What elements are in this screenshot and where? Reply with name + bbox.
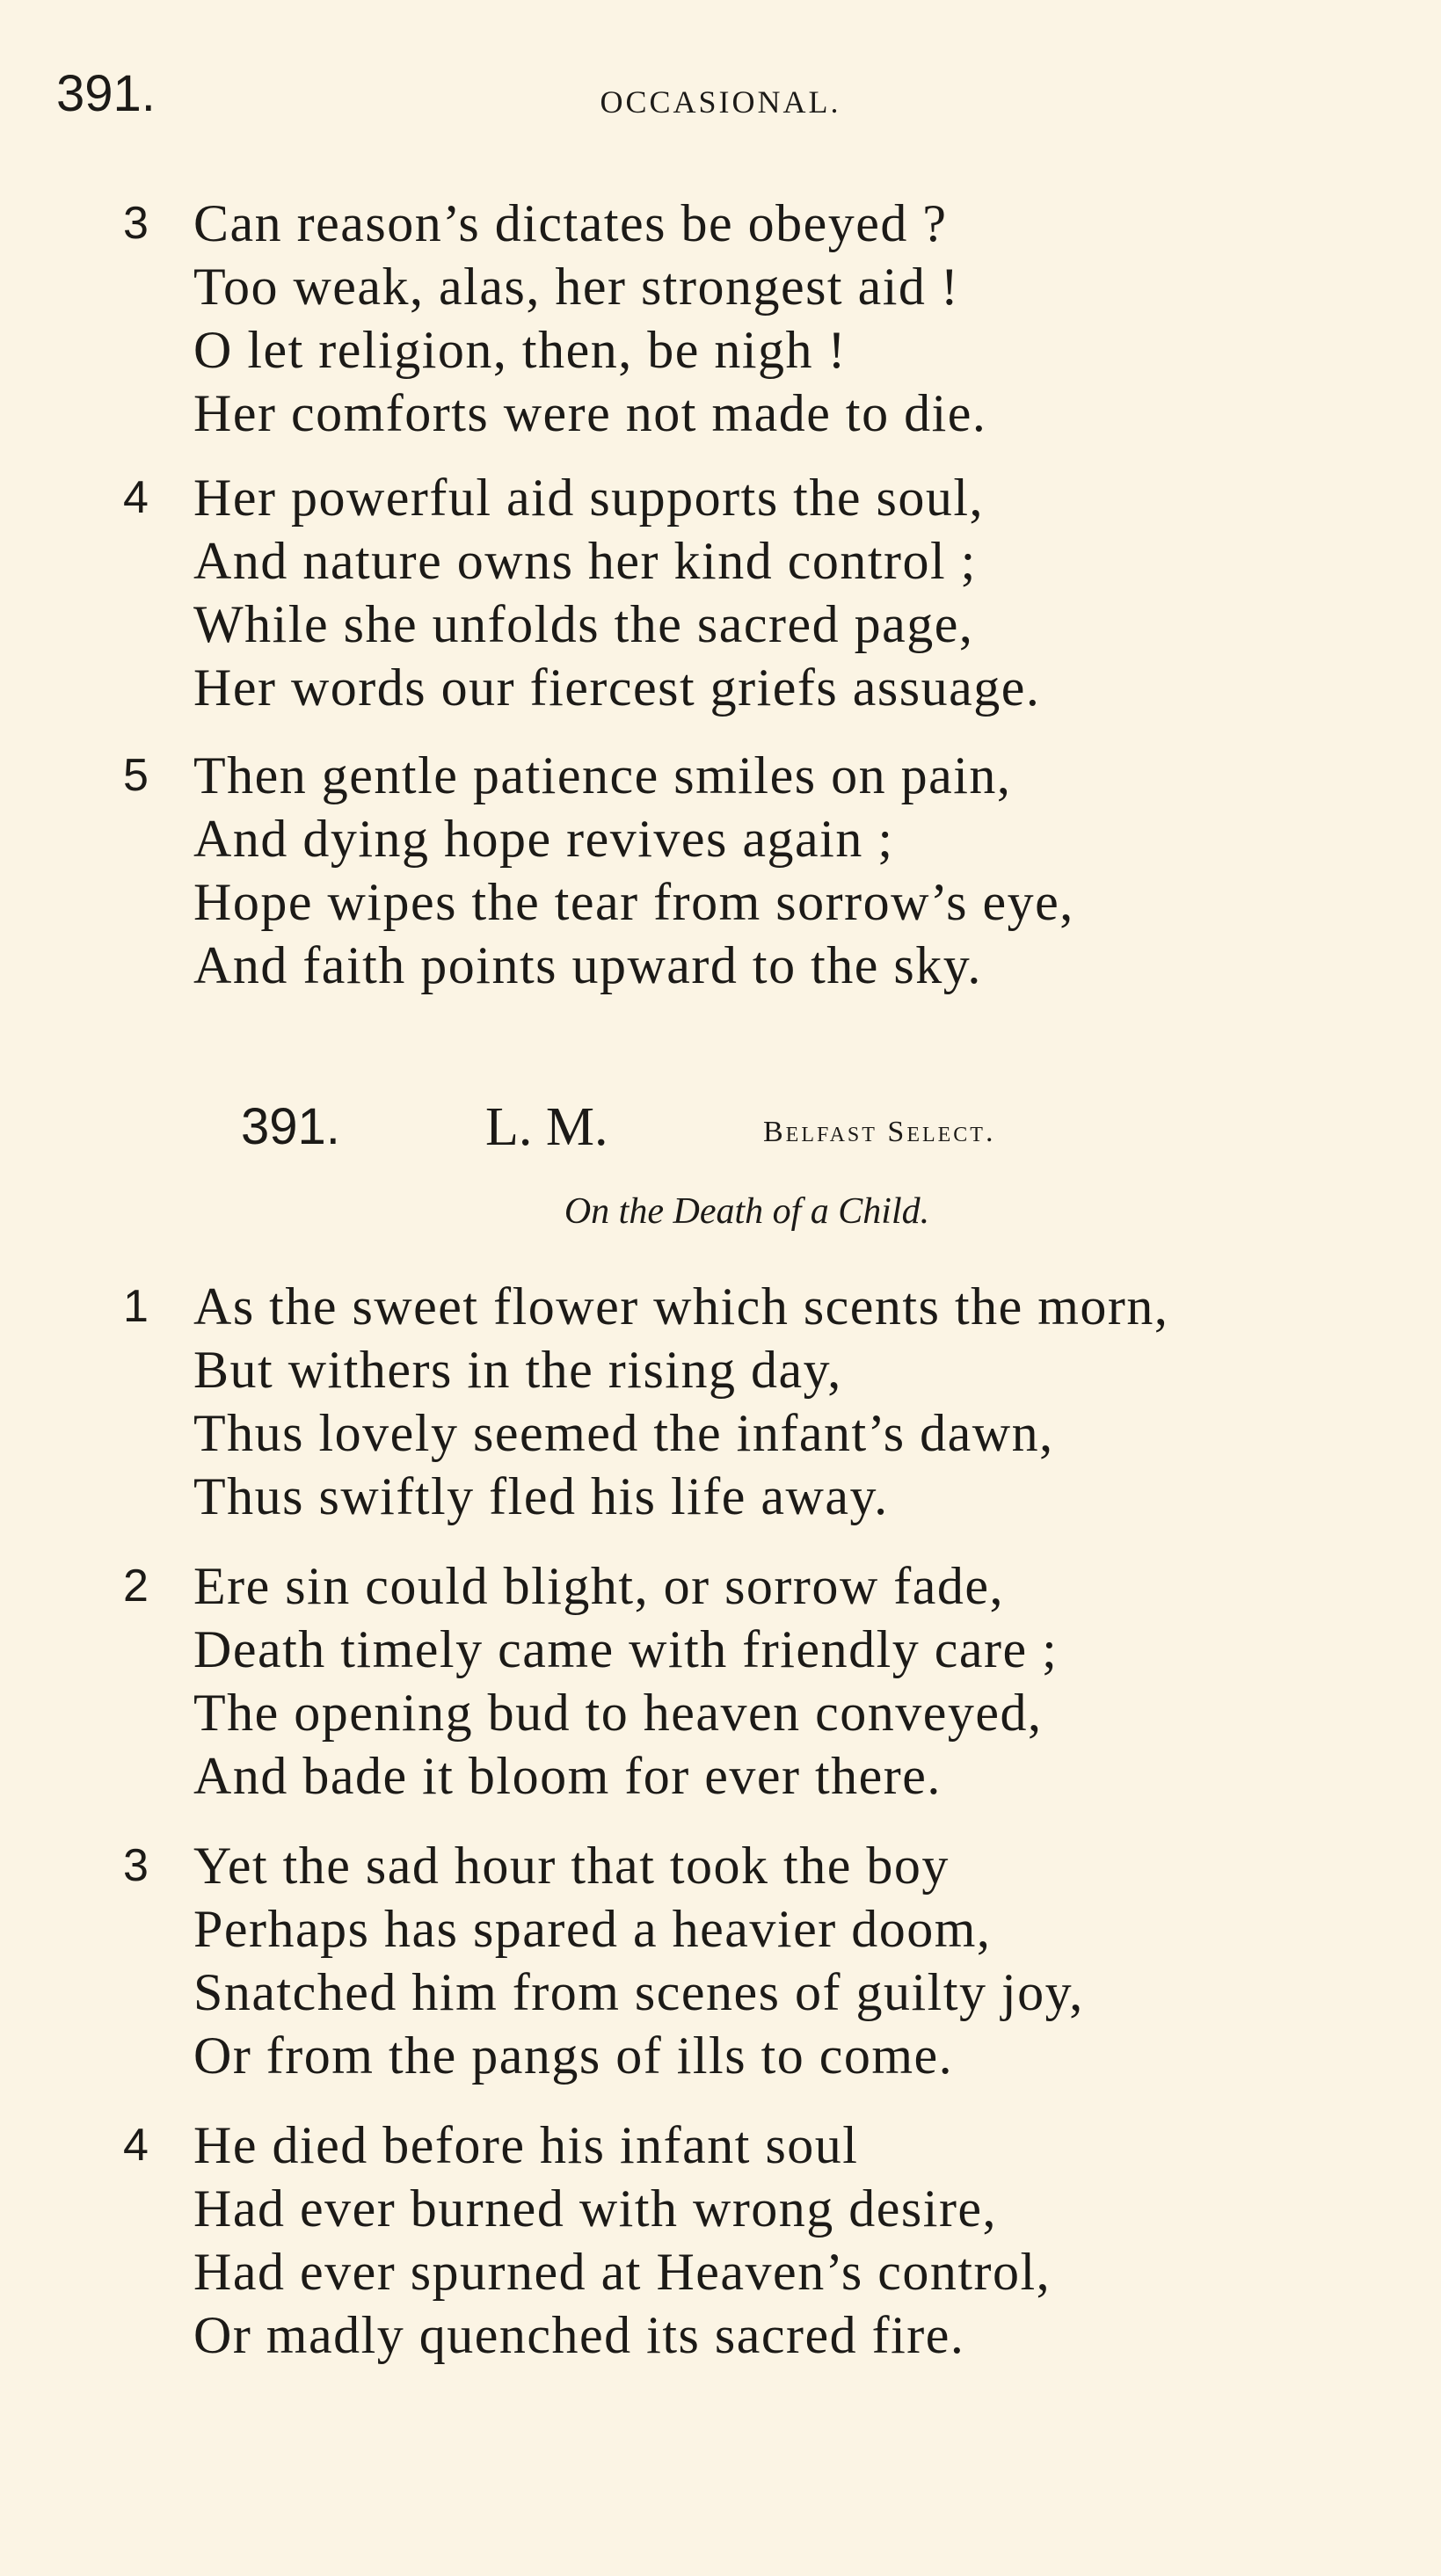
verse-line: But withers in the rising day, (193, 1341, 842, 1399)
verse-line: Had ever burned with wrong desire, (193, 2179, 998, 2238)
verse-line: Her words our fiercest griefs assuage. (193, 659, 1041, 717)
verse-line: The opening bud to heaven conveyed, (193, 1684, 1043, 1742)
verse-line: Snatched him from scenes of guilty joy, (193, 1963, 1084, 2021)
verse-line: Too weak, alas, her strongest aid ! (193, 258, 960, 316)
verse-line: As the sweet flower which scents the morn, (193, 1277, 1169, 1335)
hymn-subtitle: On the Death of a Child. (564, 1191, 930, 1232)
hymn-meter: L. M. (485, 1097, 608, 1157)
verse-line: And dying hope revives again ; (193, 810, 894, 868)
stanza-number: 5 (123, 750, 149, 801)
verse-line: Thus swiftly fled his life away. (193, 1467, 889, 1525)
verse-line: He died before his infant soul (193, 2116, 859, 2174)
verse-line: And faith points upward to the sky. (193, 936, 982, 994)
stanza-number: 1 (123, 1281, 149, 1332)
verse-line: Then gentle patience smiles on pain, (193, 746, 1012, 804)
verse-line: Ere sin could blight, or sorrow fade, (193, 1557, 1004, 1615)
verse-line: While she unfolds the sacred page, (193, 595, 974, 653)
verse-line: Can reason’s dictates be obeyed ? (193, 194, 948, 252)
verse-line: Death timely came with friendly care ; (193, 1620, 1059, 1678)
verse-line: Or madly quenched its sacred fire. (193, 2306, 965, 2364)
hymn-heading (0, 1092, 1441, 1162)
verse-line: Her powerful aid supports the soul, (193, 469, 985, 527)
stanza-number: 4 (123, 2120, 149, 2171)
running-head: OCCASIONAL. (600, 84, 841, 120)
stanza-number: 2 (123, 1561, 149, 1612)
verse-line: Perhaps has spared a heavier doom, (193, 1900, 992, 1958)
hymn-number: 391. (241, 1098, 340, 1155)
verse-line: Yet the sad hour that took the boy (193, 1837, 950, 1895)
verse-line: Thus lovely seemed the infant’s dawn, (193, 1404, 1054, 1462)
verse-line: Hope wipes the tear from sorrow’s eye, (193, 873, 1074, 931)
hymn-tune: Belfast Select. (763, 1116, 996, 1148)
verse-line: O let religion, then, be nigh ! (193, 321, 848, 379)
stanza-number: 4 (123, 472, 149, 523)
verse-line: Or from the pangs of ills to come. (193, 2027, 954, 2085)
verse-line: And nature owns her kind control ; (193, 532, 977, 590)
page-number: 391. (56, 65, 156, 122)
verse-line: Had ever spurned at Heaven’s control, (193, 2243, 1052, 2301)
stanza-number: 3 (123, 1840, 149, 1891)
verse-line: And bade it bloom for ever there. (193, 1747, 942, 1805)
stanza-number: 3 (123, 198, 149, 249)
verse-line: Her comforts were not made to die. (193, 384, 987, 442)
